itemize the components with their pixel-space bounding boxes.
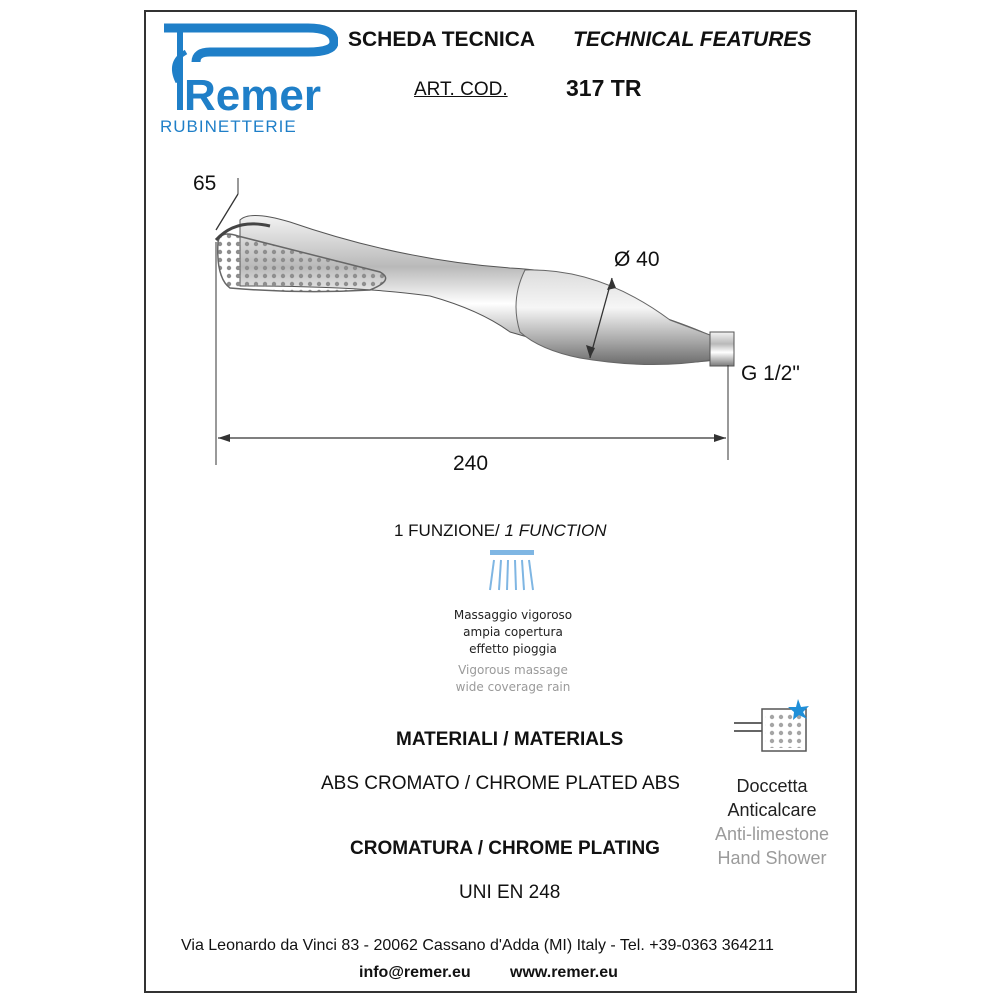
sheet-title-en: TECHNICAL FEATURES	[573, 28, 812, 51]
remer-logo-mark	[158, 22, 338, 114]
rain-spray-icon	[484, 548, 540, 594]
remer-logo	[158, 22, 338, 137]
function-desc-en-2: wide coverage rain	[455, 680, 571, 694]
footer-email[interactable]: info@remer.eu	[359, 964, 471, 981]
function-desc-it-2: ampia copertura	[463, 625, 563, 639]
dim-head-width: 65	[193, 172, 217, 195]
anti-limestone-it	[702, 774, 842, 822]
function-desc-en-1: Vigorous massage	[458, 663, 568, 677]
footer-address: Via Leonardo da Vinci 83 - 20062 Cassano d'Adda (MI) Italy - Tel. +39-0363 364211	[181, 937, 774, 954]
materials-value: ABS CROMATO / CHROME PLATED ABS	[321, 773, 680, 794]
function-title-en: 1 FUNCTION	[504, 521, 607, 540]
function-desc-en	[438, 662, 588, 696]
dim-length: 240	[453, 452, 489, 475]
thread-connector	[710, 332, 734, 366]
art-code-value: 317 TR	[566, 75, 642, 101]
function-desc-it	[438, 607, 588, 658]
footer-website[interactable]: www.remer.eu	[510, 964, 618, 981]
anti-limestone-icon	[732, 697, 814, 755]
dim-diameter: Ø 40	[614, 248, 660, 271]
plating-value: UNI EN 248	[459, 882, 561, 903]
anti-limestone-en	[702, 822, 842, 870]
logo-brand-text: Remer	[184, 71, 321, 114]
function-title-it: 1 FUNZIONE/	[394, 521, 500, 540]
anti-limestone-it-1: Doccetta	[736, 776, 808, 796]
anti-limestone-it-2: Anticalcare	[727, 800, 817, 820]
sheet-title-it: SCHEDA TECNICA	[348, 28, 536, 51]
anti-limestone-en-2: Hand Shower	[717, 848, 827, 868]
logo-subtitle: RUBINETTERIE	[160, 117, 297, 136]
materials-title: MATERIALI / MATERIALS	[396, 729, 624, 750]
function-desc-it-1: Massaggio vigoroso	[453, 608, 573, 622]
dim-65-arrow	[216, 194, 238, 230]
anti-limestone-en-1: Anti-limestone	[714, 824, 830, 844]
art-code-label: ART. COD.	[414, 79, 508, 100]
function-desc-it-3: effetto pioggia	[469, 642, 557, 656]
plating-title: CROMATURA / CHROME PLATING	[350, 838, 660, 859]
hand-shower-drawing	[180, 160, 820, 480]
function-title	[394, 521, 607, 541]
dim-thread: G 1/2"	[741, 362, 800, 385]
